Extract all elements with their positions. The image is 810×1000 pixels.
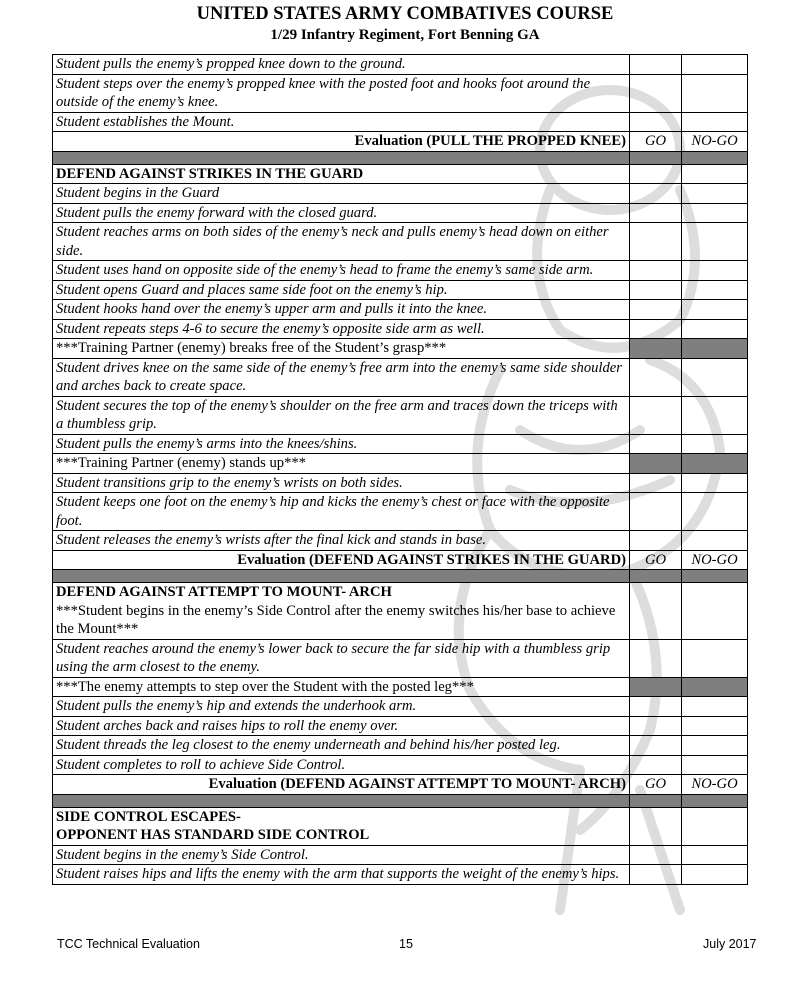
nogo-checkbox-cell bbox=[682, 184, 748, 204]
divider-cell bbox=[630, 570, 682, 583]
step-text: Student pulls the enemy forward with the closed guard. bbox=[53, 203, 630, 223]
partner-note: ***The enemy attempts to step over the Student with the posted leg*** bbox=[53, 677, 630, 697]
go-checkbox-cell bbox=[630, 865, 682, 885]
section-divider bbox=[53, 151, 748, 164]
document-subtitle: 1/29 Infantry Regiment, Fort Benning GA bbox=[270, 27, 540, 43]
go-checkbox-cell bbox=[630, 755, 682, 775]
evaluation-label: Evaluation (DEFEND AGAINST STRIKES IN THE GUARD) bbox=[53, 550, 630, 570]
step-text: Student keeps one foot on the enemy’s hip and kicks the enemy’s chest or face with the opposite foot. bbox=[53, 493, 630, 531]
checklist-row bbox=[53, 639, 748, 677]
go-label: GO bbox=[630, 775, 682, 795]
checklist-row bbox=[53, 473, 748, 493]
nogo-checkbox-cell bbox=[682, 55, 748, 75]
go-checkbox-cell bbox=[630, 339, 682, 359]
nogo-checkbox-cell bbox=[682, 697, 748, 717]
checklist-row bbox=[53, 677, 748, 697]
nogo-checkbox-cell bbox=[682, 755, 748, 775]
checklist-row bbox=[53, 531, 748, 551]
checklist-row bbox=[53, 865, 748, 885]
section-heading bbox=[53, 164, 630, 184]
step-text: Student pulls the enemy’s propped knee down to the ground. bbox=[53, 55, 630, 75]
step-text: Student arches back and raises hips to roll the enemy over. bbox=[53, 716, 630, 736]
go-checkbox-cell bbox=[630, 184, 682, 204]
step-text: Student opens Guard and places same side foot on the enemy’s hip. bbox=[53, 280, 630, 300]
go-checkbox-cell bbox=[630, 164, 682, 184]
checklist-row bbox=[53, 261, 748, 281]
nogo-checkbox-cell bbox=[682, 865, 748, 885]
section-heading bbox=[53, 807, 630, 845]
go-checkbox-cell bbox=[630, 203, 682, 223]
step-text: Student raises hips and lifts the enemy with the arm that supports the weight of the enemy’s hips. bbox=[53, 865, 630, 885]
nogo-checkbox-cell bbox=[682, 319, 748, 339]
step-text: Student uses hand on opposite side of the enemy’s head to frame the enemy’s same side arm. bbox=[53, 261, 630, 281]
nogo-checkbox-cell bbox=[682, 164, 748, 184]
go-checkbox-cell bbox=[630, 396, 682, 434]
evaluation-row bbox=[53, 132, 748, 152]
go-checkbox-cell bbox=[630, 358, 682, 396]
step-text: Student reaches arms on both sides of the enemy’s neck and pulls enemy’s head down on either side. bbox=[53, 223, 630, 261]
evaluation-checklist-table bbox=[52, 54, 748, 885]
section-heading bbox=[53, 583, 630, 640]
checklist-row bbox=[53, 358, 748, 396]
divider-cell bbox=[682, 794, 748, 807]
nogo-checkbox-cell bbox=[682, 223, 748, 261]
step-text: Student hooks hand over the enemy’s upper arm and pulls it into the knee. bbox=[53, 300, 630, 320]
go-checkbox-cell bbox=[630, 434, 682, 454]
go-checkbox-cell bbox=[630, 454, 682, 474]
go-checkbox-cell bbox=[630, 300, 682, 320]
document-title: UNITED STATES ARMY COMBATIVES COURSE bbox=[196, 4, 614, 24]
checklist-row bbox=[53, 280, 748, 300]
go-checkbox-cell bbox=[630, 223, 682, 261]
checklist-row bbox=[53, 736, 748, 756]
checklist-row bbox=[53, 493, 748, 531]
divider-cell bbox=[630, 151, 682, 164]
nogo-checkbox-cell bbox=[682, 454, 748, 474]
go-checkbox-cell bbox=[630, 639, 682, 677]
section-divider bbox=[53, 570, 748, 583]
checklist-row bbox=[53, 319, 748, 339]
go-checkbox-cell bbox=[630, 697, 682, 717]
footer-page-number: 15 bbox=[399, 937, 413, 951]
step-text: Student repeats steps 4-6 to secure the enemy’s opposite side arm as well. bbox=[53, 319, 630, 339]
nogo-checkbox-cell bbox=[682, 736, 748, 756]
checklist-row bbox=[53, 339, 748, 359]
checklist-row bbox=[53, 716, 748, 736]
step-text: Student releases the enemy’s wrists after the final kick and stands in base. bbox=[53, 531, 630, 551]
go-checkbox-cell bbox=[630, 531, 682, 551]
nogo-checkbox-cell bbox=[682, 74, 748, 112]
nogo-checkbox-cell bbox=[682, 716, 748, 736]
go-checkbox-cell bbox=[630, 493, 682, 531]
nogo-checkbox-cell bbox=[682, 434, 748, 454]
section-heading-line: SIDE CONTROL ESCAPES- bbox=[56, 808, 241, 825]
nogo-checkbox-cell bbox=[682, 493, 748, 531]
go-checkbox-cell bbox=[630, 736, 682, 756]
section-heading-line: OPPONENT HAS STANDARD SIDE CONTROL bbox=[56, 827, 370, 843]
go-checkbox-cell bbox=[630, 583, 682, 640]
step-text: Student transitions grip to the enemy’s wrists on both sides. bbox=[53, 473, 630, 493]
go-label: GO bbox=[630, 550, 682, 570]
divider-cell bbox=[53, 794, 630, 807]
nogo-checkbox-cell bbox=[682, 358, 748, 396]
nogo-checkbox-cell bbox=[682, 203, 748, 223]
nogo-checkbox-cell bbox=[682, 583, 748, 640]
checklist-row bbox=[53, 434, 748, 454]
checklist-row bbox=[53, 697, 748, 717]
step-text: Student threads the leg closest to the enemy underneath and behind his/her posted leg. bbox=[53, 736, 630, 756]
checklist-row bbox=[53, 223, 748, 261]
divider-cell bbox=[682, 570, 748, 583]
checklist-row bbox=[53, 203, 748, 223]
go-checkbox-cell bbox=[630, 473, 682, 493]
checklist-row bbox=[53, 755, 748, 775]
section-heading-row bbox=[53, 583, 748, 640]
nogo-checkbox-cell bbox=[682, 280, 748, 300]
step-text: Student completes to roll to achieve Side Control. bbox=[53, 755, 630, 775]
nogo-checkbox-cell bbox=[682, 807, 748, 845]
go-checkbox-cell bbox=[630, 280, 682, 300]
evaluation-label: Evaluation (DEFEND AGAINST ATTEMPT TO MOUNT- ARCH) bbox=[53, 775, 630, 795]
nogo-label: NO-GO bbox=[682, 775, 748, 795]
section-heading-line: DEFEND AGAINST ATTEMPT TO MOUNT- ARCH bbox=[56, 584, 392, 600]
evaluation-row bbox=[53, 775, 748, 795]
checklist-row bbox=[53, 55, 748, 75]
step-text: Student establishes the Mount. bbox=[53, 112, 630, 132]
go-checkbox-cell bbox=[630, 319, 682, 339]
footer-date: July 2017 bbox=[703, 937, 757, 951]
checklist-row bbox=[53, 396, 748, 434]
checklist-row bbox=[53, 300, 748, 320]
checklist-row bbox=[53, 74, 748, 112]
evaluation-label: Evaluation (PULL THE PROPPED KNEE) bbox=[53, 132, 630, 152]
step-text: Student begins in the enemy’s Side Control. bbox=[53, 845, 630, 865]
nogo-checkbox-cell bbox=[682, 396, 748, 434]
checklist-row bbox=[53, 112, 748, 132]
nogo-checkbox-cell bbox=[682, 339, 748, 359]
go-checkbox-cell bbox=[630, 112, 682, 132]
divider-cell bbox=[53, 151, 630, 164]
divider-cell bbox=[630, 794, 682, 807]
go-checkbox-cell bbox=[630, 677, 682, 697]
checklist-row bbox=[53, 184, 748, 204]
checklist-row bbox=[53, 845, 748, 865]
step-text: Student pulls the enemy’s hip and extends the underhook arm. bbox=[53, 697, 630, 717]
nogo-label: NO-GO bbox=[682, 132, 748, 152]
nogo-checkbox-cell bbox=[682, 261, 748, 281]
step-text: Student secures the top of the enemy’s shoulder on the free arm and traces down the triceps with a thumbless grip. bbox=[53, 396, 630, 434]
nogo-checkbox-cell bbox=[682, 112, 748, 132]
footer-course-name: TCC Technical Evaluation bbox=[57, 937, 200, 951]
section-heading-row bbox=[53, 164, 748, 184]
nogo-checkbox-cell bbox=[682, 473, 748, 493]
go-checkbox-cell bbox=[630, 845, 682, 865]
evaluation-row bbox=[53, 550, 748, 570]
nogo-label: NO-GO bbox=[682, 550, 748, 570]
partner-note: ***Training Partner (enemy) stands up*** bbox=[53, 454, 630, 474]
section-heading-note: ***Student begins in the enemy’s Side Control after the enemy switches his/her base to achieve the Mount*** bbox=[56, 602, 616, 637]
nogo-checkbox-cell bbox=[682, 531, 748, 551]
go-checkbox-cell bbox=[630, 55, 682, 75]
section-heading-row bbox=[53, 807, 748, 845]
nogo-checkbox-cell bbox=[682, 639, 748, 677]
step-text: Student reaches around the enemy’s lower back to secure the far side hip with a thumbless grip using the arm closest to the enemy. bbox=[53, 639, 630, 677]
step-text: Student begins in the Guard bbox=[53, 184, 630, 204]
divider-cell bbox=[682, 151, 748, 164]
partner-note: ***Training Partner (enemy) breaks free of the Student’s grasp*** bbox=[53, 339, 630, 359]
section-heading-line: DEFEND AGAINST STRIKES IN THE GUARD bbox=[56, 165, 364, 182]
checklist-row bbox=[53, 454, 748, 474]
step-text: Student drives knee on the same side of the enemy’s free arm into the enemy’s same side shoulder and arches back to create space. bbox=[53, 358, 630, 396]
step-text: Student steps over the enemy’s propped knee with the posted foot and hooks foot around the outside of the enemy’s knee. bbox=[53, 74, 630, 112]
step-text: Student pulls the enemy’s arms into the knees/shins. bbox=[53, 434, 630, 454]
go-checkbox-cell bbox=[630, 74, 682, 112]
nogo-checkbox-cell bbox=[682, 300, 748, 320]
go-checkbox-cell bbox=[630, 807, 682, 845]
nogo-checkbox-cell bbox=[682, 677, 748, 697]
go-checkbox-cell bbox=[630, 261, 682, 281]
divider-cell bbox=[53, 570, 630, 583]
nogo-checkbox-cell bbox=[682, 845, 748, 865]
section-divider bbox=[53, 794, 748, 807]
go-label: GO bbox=[630, 132, 682, 152]
go-checkbox-cell bbox=[630, 716, 682, 736]
